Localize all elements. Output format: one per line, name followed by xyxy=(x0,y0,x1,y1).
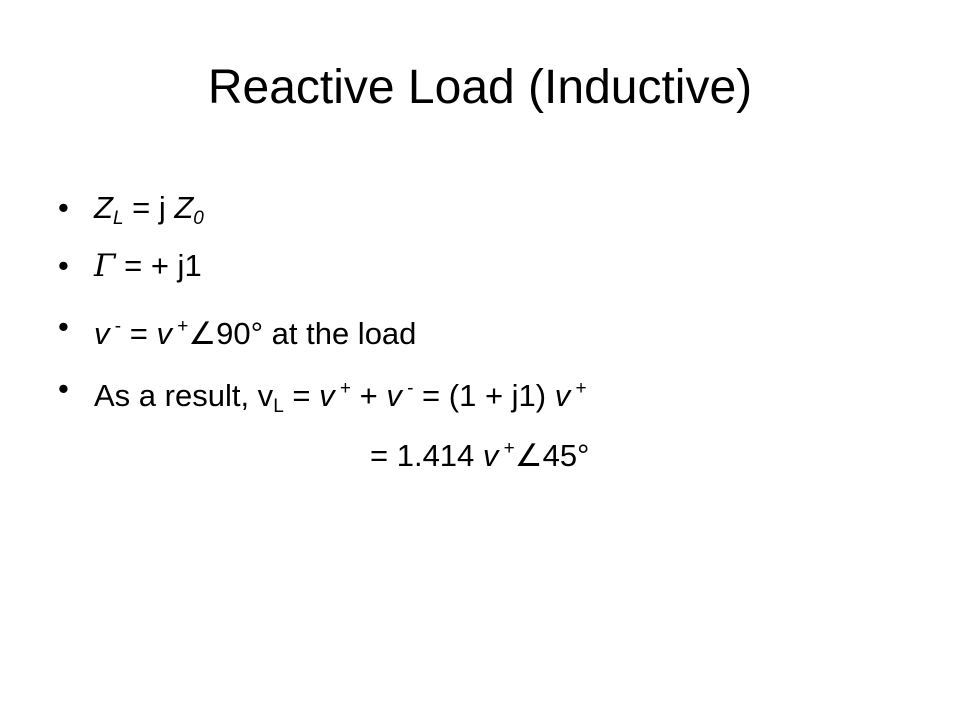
bullet-dot: • xyxy=(58,309,69,344)
bullet-text: Γ = + j1 xyxy=(94,248,202,284)
angle-symbol: ∠ xyxy=(514,438,543,474)
result-continuation: = 1.414 v +∠45° xyxy=(370,438,590,474)
slide-title: Reactive Load (Inductive) xyxy=(207,61,753,114)
bullet-text: As a result, $v_L = v$ + + v - = (1 + j1) v + xyxy=(94,378,587,417)
bullet-text: $Z_L = j$ $Z_0$ xyxy=(94,190,204,229)
bullet-dot: • xyxy=(58,371,69,406)
bullet-dot: • xyxy=(58,190,69,225)
angle-symbol: ∠ xyxy=(188,316,217,352)
bullet-text: v - = v +∠90° at the load xyxy=(94,316,417,352)
bullet-dot: • xyxy=(58,248,69,283)
